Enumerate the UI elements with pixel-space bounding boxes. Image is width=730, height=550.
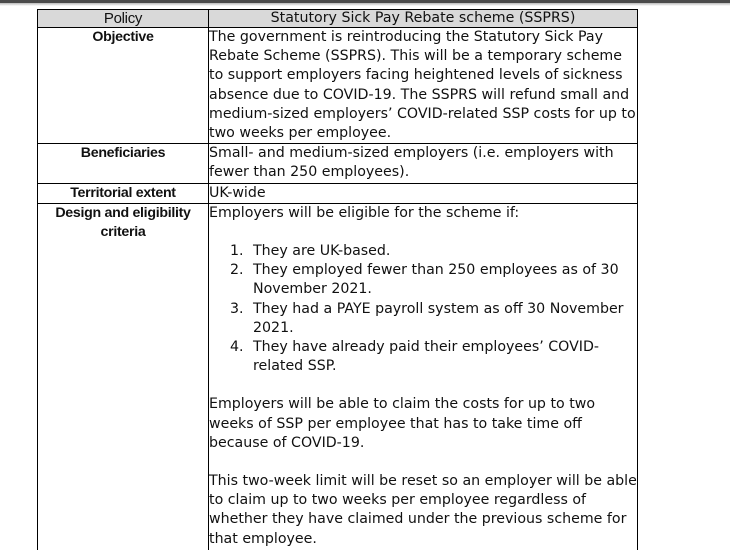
- beneficiaries-row: [38, 144, 638, 183]
- policy-header-cell: Policy: [38, 10, 209, 28]
- design-eligibility-content: [209, 203, 638, 550]
- design-eligibility-row: [38, 203, 638, 550]
- design-eligibility-label: Design and eligibility criteria: [38, 203, 209, 550]
- beneficiaries-text: Small- and medium-sized employers (i.e. employers with fewer than 250 employees).: [209, 144, 638, 183]
- list-item: 1. They are UK-based.: [248, 242, 637, 261]
- window-top-shadow: [0, 3, 730, 6]
- list-item: 2. They employed fewer than 250 employees as of 30 November 2021.: [248, 261, 637, 299]
- list-item: 4. They have already paid their employees’ COVID-related SSP.: [248, 338, 637, 376]
- territorial-extent-label: Territorial extent: [38, 183, 209, 203]
- eligibility-criteria-list: [209, 242, 637, 376]
- claim-costs-paragraph: Employers will be able to claim the costs for up to two weeks of SSP per employee that has to take time off because of COVID-19.: [209, 396, 596, 451]
- territorial-extent-text: UK-wide: [209, 183, 638, 203]
- table-header-row: [38, 10, 638, 28]
- territorial-extent-row: [38, 183, 638, 203]
- policy-table: [37, 9, 638, 550]
- scheme-name-header-cell: Statutory Sick Pay Rebate scheme (SSPRS): [209, 10, 638, 28]
- two-week-limit-paragraph: This two-week limit will be reset so an employer will be able to claim up to two weeks per employee regardless of whether they have claimed under the previous scheme for that employee.: [209, 473, 637, 547]
- beneficiaries-label: Beneficiaries: [38, 144, 209, 183]
- objective-label: Objective: [38, 28, 209, 144]
- objective-text: The government is reintroducing the Statutory Sick Pay Rebate Scheme (SSPRS). This will be a temporary scheme to support employers facing heightened levels of sickness absence due to COVID-19. The SSPRS will refund small and medium-sized employers’ COVID-related SSP costs for up to two weeks per employee.: [209, 28, 638, 144]
- list-item: 3. They had a PAYE payroll system as off 30 November 2021.: [248, 300, 637, 338]
- eligibility-intro: Employers will be eligible for the scheme if:: [209, 204, 520, 221]
- objective-row: [38, 28, 638, 144]
